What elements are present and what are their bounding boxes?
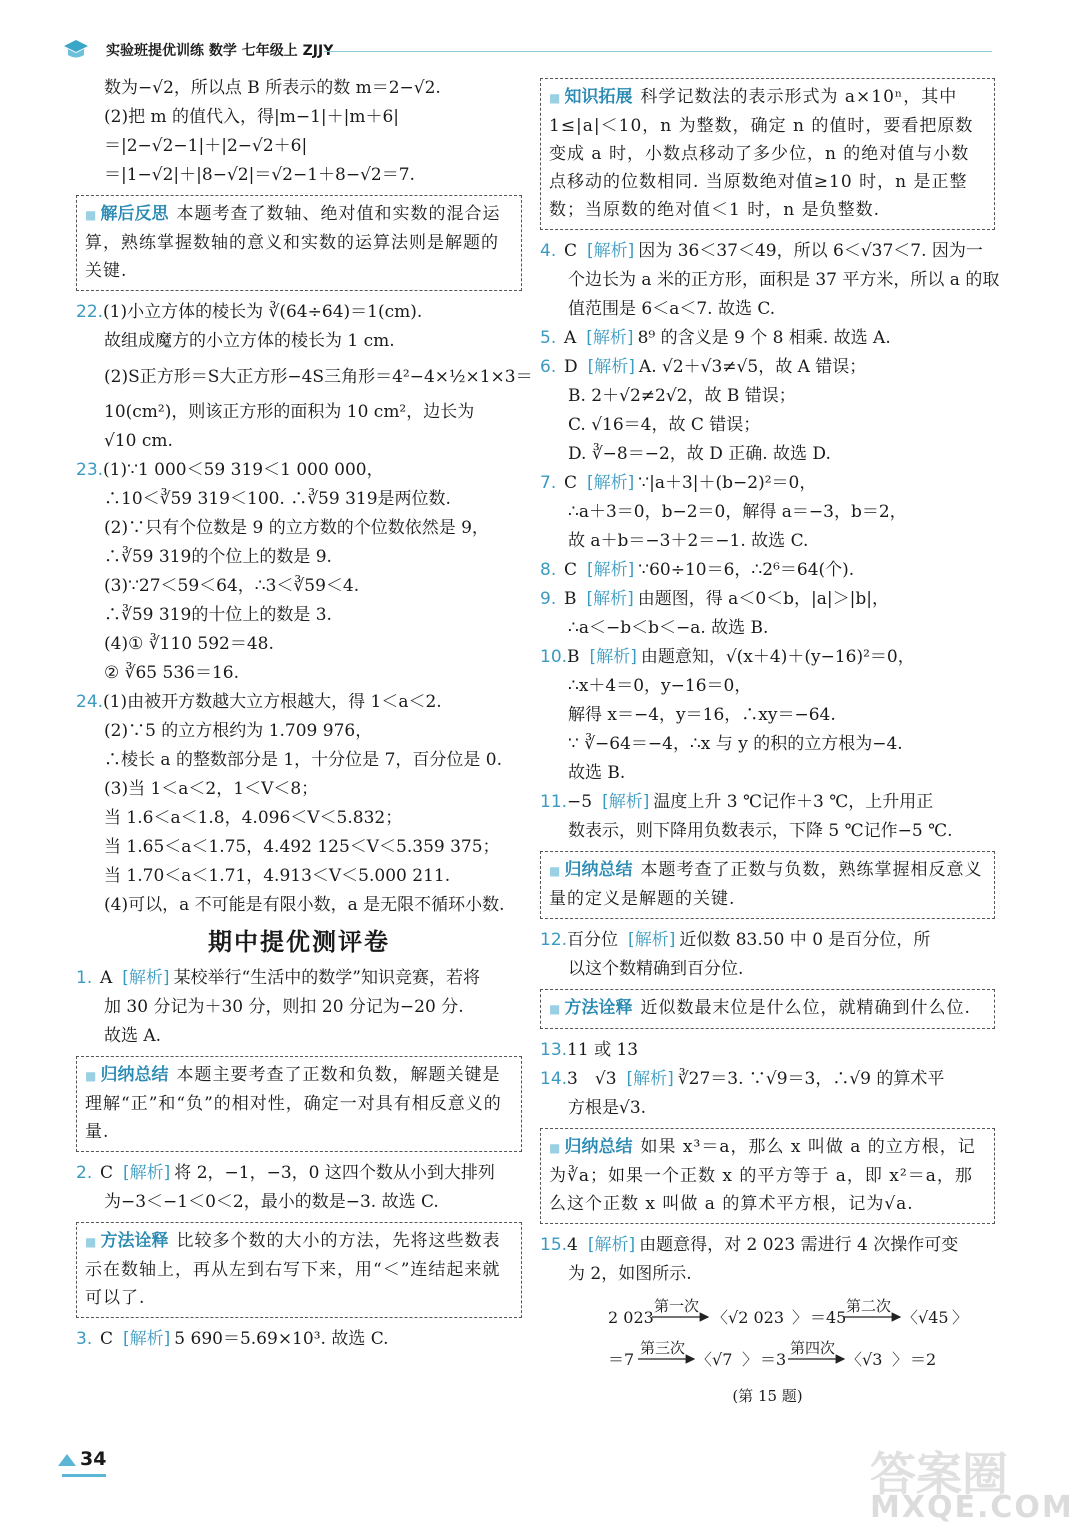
angle-left: 〈 [712,1308,729,1327]
answer-3 [76,1325,522,1354]
text-line: ∴棱长 a 的整数部分是 1，十分位是 7，百分位是 0. [104,750,503,770]
answer-8 [540,556,995,585]
text-line: 当 1.70＜a＜1.71，4.913＜V＜5.000 211. [104,866,451,886]
page-number [58,1448,110,1478]
answer-choice: A [100,968,113,988]
note-label: ■ 方法诠释 [85,1231,169,1251]
question-number: 1. [76,968,93,988]
note-label: ■ 归纳总结 [85,1065,169,1085]
note-text: 本题考查了数轴、绝对值和实数的混合运算，熟练掌握数轴的意义和实数的运算法则是解题的关键. [85,204,501,281]
note-text: 近似数最末位是什么位，就精确到什么位. [640,998,971,1018]
text-line: 由题意知，√(x＋4)＋(y−16)²＝0， [640,647,915,667]
analysis-tag: [ 解析 ] [602,792,649,812]
angle-left: 〈 [902,1308,919,1327]
answer-22 [76,298,522,327]
text-line: (1)由被开方数越大立方根越大，得 1＜a＜2. [103,692,442,712]
text-line: (4)可以，a 不可能是有限小数，a 是无限不循环小数. [104,895,505,915]
answer-value: 3 √3 [567,1069,617,1089]
text-line: ＝|2−√2−1|＋|2−√2＋6| [104,136,308,156]
watermark-site: MXQE.COM [870,1490,1074,1525]
header-divider [324,51,992,52]
watermark [830,1438,1074,1530]
result-value: ＝45 [810,1308,847,1327]
note-text: 本题主要考查了正数和负数，解题关键是理解“正”和“负”的相对性，确定一对具有相反意义的量. [85,1065,502,1142]
answer-choice: C [564,560,578,580]
answer-11 [540,788,995,817]
text-line: 故选 B. [568,763,626,783]
text-line: 由题图，得 a＜0＜b，|a|＞|b|， [637,589,889,609]
text-line: 个边长为 a 米的正方形，面积是 37 平方米，所以 a 的取 [568,270,1000,290]
analysis-tag: [ 解析 ] [123,1163,170,1183]
page-marker-icon [58,1454,76,1466]
answer-2 [76,1159,522,1188]
step-label: 第二次 [846,1297,892,1315]
left-column [76,74,533,1354]
text-line: A. √2＋√3≠√5，故 A 错误； [638,357,867,377]
operation-box: √45 [918,1308,949,1327]
operation-box: √2 023 [728,1308,784,1327]
text-line: 将 2，−1，−3，0 这四个数从小到大排列 [174,1163,495,1183]
note-label: ■ 方法诠释 [549,998,633,1018]
text-line: 以这个数精确到百分位. [568,959,744,979]
analysis-tag: [ 解析 ] [628,930,675,950]
question-number: 23. [76,460,104,480]
answer-5 [540,324,995,353]
question-number: 3. [76,1329,93,1349]
step-label: 第三次 [640,1339,686,1357]
result-value: ＝3 [760,1350,787,1369]
analysis-tag: [ 解析 ] [588,1235,635,1255]
analysis-tag: [ 解析 ] [590,647,637,667]
text-line: (2)S正方形＝S大正方形−4S三角形＝4²−4×½×1×3＝ [104,367,533,387]
question-number: 6. [540,357,557,377]
text-line: √10 cm. [104,431,173,451]
note-text: 如果 x³＝a，那么 x 叫做 a 的立方根，记为∛a；如果一个正数 x 的平方等于 a，即 x²＝a，那么这个正数 x 叫做 a 的算术平方根，记为√a. [549,1137,976,1214]
page-header [62,38,992,64]
note-label: ■ 归纳总结 [549,1137,633,1157]
text-line: 数表示，则下降用负数表示，下降 5 ℃记作−5 ℃. [568,821,953,841]
answer-15 [540,1231,995,1260]
answer-13 [540,1036,995,1065]
text-line: 方根是√3. [568,1098,647,1118]
analysis-tag: [ 解析 ] [586,328,633,348]
angle-right: 〉 [892,1350,909,1369]
text-line: 近似数 83.50 中 0 是百分位，所 [679,930,931,950]
note-text: 比较多个数的大小的方法，先将这些数表示在数轴上，再从左到右写下来，用“＜”连结起来就可以了. [85,1231,501,1308]
text-line: 数为−√2，所以点 B 所表示的数 m＝2−√2. [104,78,441,98]
angle-right: 〉 [952,1308,969,1327]
text-line: 10(cm²)，则该正方形的面积为 10 cm²，边长为 [104,402,475,422]
text-line: 解得 x＝−4，y＝16，∴xy＝−64. [568,705,836,725]
answer-10 [540,643,995,672]
text-line: 为−3＜−1＜0＜2，最小的数是−3. 故选 C. [104,1192,439,1212]
operation-flow-svg [540,1293,995,1377]
text-line: ∵|a＋3|＋(b−2)²＝0， [638,473,817,493]
text-line: (1)∵1 000＜59 319＜1 000 000， [103,460,384,480]
text-line: 温度上升 3 ℃记作＋3 ℃，上升用正 [653,792,934,812]
text-line: ＝|1−√2|＋|8−√2|＝√2−1＋8−√2＝7. [104,165,415,185]
text-line: 由题意得，对 2 023 需进行 4 次操作可变 [639,1235,959,1255]
text-line: 故 a＋b＝−3＋2＝−1. 故选 C. [568,531,809,551]
text-line: ∴x＋4＝0，y−16＝0， [568,676,752,696]
note-label: ■ 知识拓展 [549,87,633,107]
result-value: ＝7 [608,1350,635,1369]
text-line: ∴10＜∛59 319＜100. ∴∛59 319是两位数. [104,489,451,509]
text-line: D. ∛−8＝−2，故 D 正确. 故选 D. [568,444,831,464]
answer-24 [76,688,522,717]
answer-choice: B [567,647,580,667]
text-line: 故选 A. [104,1026,162,1046]
question-number: 24. [76,692,104,712]
text-line: ∴a＜−b＜b＜−a. 故选 B. [568,618,769,638]
analysis-tag: [ 解析 ] [123,1329,170,1349]
analysis-tag: [ 解析 ] [587,473,634,493]
note-text: 科学记数法的表示形式为 a×10ⁿ，其中 1≤|a|＜10，n 为整数，确定 n 的值时，要看把原数变成 a 时，小数点移动了多少位，n 的绝对值与小数点移动的位数相同. 当原数绝对值≥10 时，n 是正整数；当原数的绝对值＜1 时，n 是负整数. [549,87,974,220]
analysis-tag: [ 解析 ] [588,357,635,377]
note-label: ■ 归纳总结 [549,860,633,880]
text-line: ∛27＝3. ∵√9＝3，∴√9 的算术平 [677,1069,945,1089]
step-label: 第四次 [790,1339,836,1357]
text-line: ∴a＋3＝0，b−2＝0，解得 a＝−3，b＝2， [568,502,907,522]
analysis-tag: [ 解析 ] [587,560,634,580]
operation-box: √7 [712,1350,733,1369]
answer-4 [540,237,995,266]
text-line: 某校举行“生活中的数学”知识竞赛，若将 [173,968,480,988]
text-line: B. 2＋√2≠2√2，故 B 错误； [568,386,796,406]
angle-left: 〈 [696,1350,713,1369]
answer-value: 百分位 [567,930,619,950]
text-line: (3)当 1＜a＜2，1＜V＜8； [104,779,319,799]
text-line: ∴∛59 319的个位上的数是 9. [104,547,332,567]
text-line: ∵60÷10＝6，∴2⁶＝64(个). [638,560,855,580]
answer-23 [76,456,522,485]
question-number: 7. [540,473,557,493]
reflection-note [76,195,522,291]
text-line: (2)∵5 的立方根约为 1.709 976， [104,721,373,741]
method-note [76,1222,522,1318]
answer-choice: D [564,357,578,377]
text-line: ∵ ∛−64＝−4，∴x 与 y 的积的立方根为−4. [568,734,903,754]
text-line: 为 2，如图所示. [568,1264,692,1284]
angle-right: 〉 [742,1350,759,1369]
book-title: 实验班提优训练 数学 七年级上 ZJJY [106,43,334,59]
text-line: 5 690＝5.69×10³. 故选 C. [174,1329,389,1349]
answer-choice: A [564,328,577,348]
angle-left: 〈 [846,1350,863,1369]
text-line: (3)∵27＜59＜64，∴3＜∛59＜4. [104,576,360,596]
text-line: 因为 36＜37＜49，所以 6＜√37＜7. 因为一 [638,241,983,261]
answer-1 [76,964,522,993]
watermark-logo: 答案圈 [870,1447,1008,1501]
operation-diagram [540,1293,995,1408]
question-number: 13. [540,1040,568,1060]
answer-choice: C [564,473,578,493]
text-line: ② ∛65 536＝16. [104,663,239,683]
text-line: (1)小立方体的棱长为 ∛(64÷64)＝1(cm). [103,302,423,322]
answer-12 [540,926,995,955]
answer-9 [540,585,995,614]
answer-choice: C [100,1329,114,1349]
text-line: C. √16＝4，故 C 错误； [568,415,761,435]
question-number: 8. [540,560,557,580]
answer-choice: B [564,589,577,609]
figure-caption: (第 15 题) [732,1387,803,1405]
text-line: 值范围是 6＜a＜7. 故选 C. [568,299,776,319]
knowledge-note [540,78,995,230]
text-line: 故组成魔方的小立方体的棱长为 1 cm. [104,331,395,351]
question-number: 14. [540,1069,568,1089]
analysis-tag: [ 解析 ] [122,968,169,988]
answer-value: 11 或 13 [567,1040,639,1060]
question-number: 9. [540,589,557,609]
answer-value: −5 [567,792,593,812]
analysis-tag: [ 解析 ] [627,1069,674,1089]
note-text: 本题考查了正数与负数，熟练掌握相反意义量的定义是解题的关键. [549,860,983,909]
question-number: 11. [540,792,568,812]
answer-6 [540,353,995,382]
right-column [540,74,1000,1408]
question-number: 4. [540,241,557,261]
book-logo-icon [62,38,90,60]
text-line: (4)① ∛110 592＝48. [104,634,274,654]
summary-note [540,851,995,919]
answer-7 [540,469,995,498]
page-underline [62,1474,106,1477]
text-line: (2)∵只有个位数是 9 的立方数的个位数依然是 9， [104,518,489,538]
result-value: ＝2 [910,1350,937,1369]
question-number: 2. [76,1163,93,1183]
summary-note [540,1128,995,1224]
text-line: (2)把 m 的值代入，得|m−1|＋|m＋6| [104,107,400,127]
answer-14 [540,1065,995,1094]
question-number: 5. [540,328,557,348]
analysis-tag: [ 解析 ] [587,589,634,609]
step-label: 第一次 [654,1297,700,1315]
note-label: ■ 解后反思 [85,204,169,224]
text-line: ∴∛59 319的十位上的数是 3. [104,605,332,625]
text-line: 当 1.65＜a＜1.75，4.492 125＜V＜5.359 375； [104,837,500,857]
angle-right: 〉 [792,1308,809,1327]
text-line: 加 30 分记为＋30 分，则扣 20 分记为−20 分. [104,997,464,1017]
summary-note [76,1056,522,1152]
question-number: 10. [540,647,568,667]
operation-box: √3 [862,1350,883,1369]
question-number: 22. [76,302,104,322]
text-line: 当 1.6＜a＜1.8，4.096＜V＜5.832； [104,808,403,828]
analysis-tag: [ 解析 ] [587,241,634,261]
answer-value: 4 [567,1235,578,1255]
answer-choice: C [564,241,578,261]
method-note [540,989,995,1029]
page-number-text: 34 [80,1448,107,1470]
start-value: 2 023 [608,1308,654,1327]
answer-choice: C [100,1163,114,1183]
text-line: 8⁹ 的含义是 9 个 8 相乘. 故选 A. [637,328,891,348]
question-number: 15. [540,1235,568,1255]
question-number: 12. [540,930,568,950]
section-title: 期中提优测评卷 [208,928,390,956]
